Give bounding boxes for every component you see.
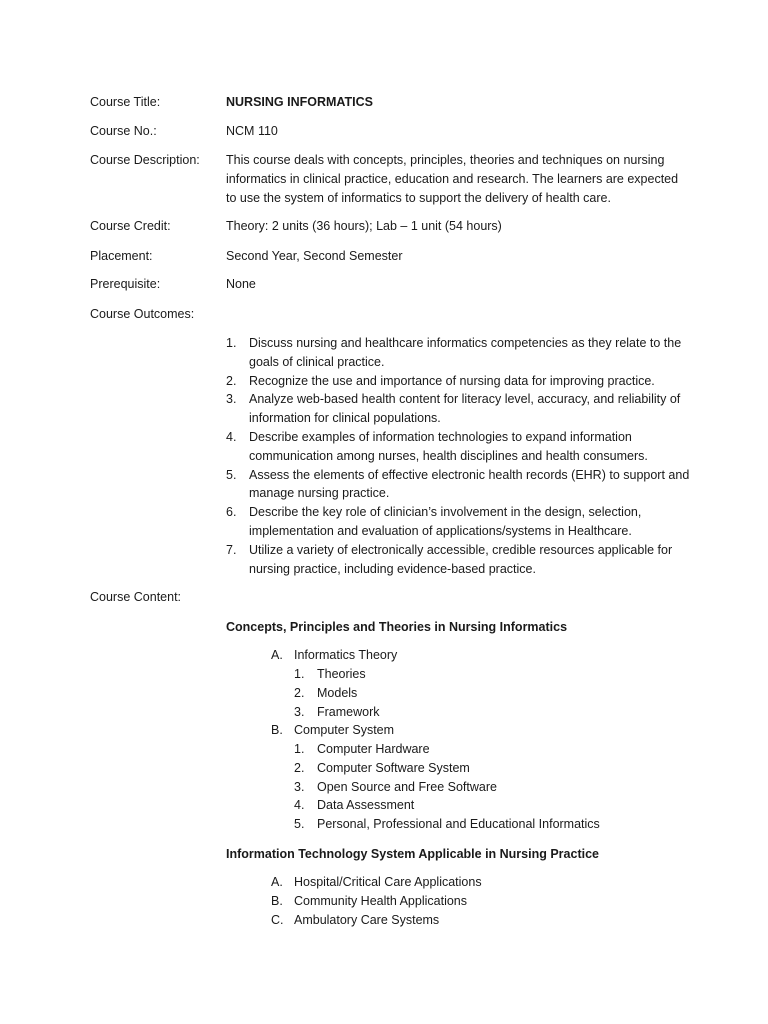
- course-content-row: [90, 588, 690, 607]
- outcome-item: [226, 372, 696, 391]
- item-text: Framework: [317, 704, 380, 719]
- item-text: Models: [317, 685, 358, 700]
- list-item: [271, 911, 691, 930]
- item-text: Data Assessment: [317, 798, 415, 813]
- prerequisite-value: None: [226, 277, 256, 291]
- course-no-label: Course No.:: [90, 124, 157, 138]
- course-no-value: NCM 110: [226, 124, 278, 138]
- section2-items: [271, 873, 691, 929]
- item-text: Computer Hardware: [317, 742, 430, 756]
- item-number: 1.: [294, 742, 305, 756]
- course-description-label: Course Description:: [90, 153, 200, 167]
- item-text: Ambulatory Care Systems: [294, 912, 440, 927]
- outcome-number: 1.: [226, 336, 237, 350]
- section-heading: Information Technology System Applicable in Nursing Practice: [226, 847, 599, 861]
- prerequisite-row: [90, 275, 690, 294]
- list-item: [294, 740, 694, 759]
- item-letter: A.: [271, 875, 283, 889]
- course-credit-row: [90, 217, 690, 236]
- subsection-letter: A.: [271, 648, 283, 662]
- item-number: 2.: [294, 685, 305, 700]
- outcome-number: 3.: [226, 392, 237, 407]
- outcome-text: Assess the elements of effective electronic health records (EHR) to support and manage nursing practice.: [249, 467, 690, 501]
- outcome-item: [226, 390, 696, 428]
- list-item: [294, 759, 694, 778]
- course-outcomes-row: [90, 305, 690, 324]
- course-title-row: [90, 93, 690, 112]
- item-text: Computer Software System: [317, 760, 470, 775]
- outcome-item: [226, 541, 696, 579]
- outcome-number: 4.: [226, 429, 237, 444]
- item-number: 3.: [294, 779, 305, 794]
- outcomes-list: [226, 334, 696, 578]
- item-number: 1.: [294, 667, 305, 681]
- item-text: Hospital/Critical Care Applications: [294, 875, 482, 889]
- outcome-item: [226, 466, 696, 504]
- outcome-text: Recognize the use and importance of nursing data for improving practice.: [249, 373, 655, 388]
- subsection-heading: [271, 721, 691, 740]
- course-content-label: Course Content:: [90, 590, 182, 604]
- outcome-text: Discuss nursing and healthcare informatics competencies as they relate to the goals of clinical practice.: [249, 336, 682, 369]
- prerequisite-label: Prerequisite:: [90, 277, 161, 291]
- placement-row: [90, 247, 690, 266]
- list-item: [294, 778, 694, 797]
- list-item: [294, 703, 694, 722]
- item-text: Community Health Applications: [294, 893, 467, 908]
- list-item: [294, 684, 694, 703]
- list-item: [271, 873, 691, 892]
- list-item: [294, 796, 694, 815]
- outcome-text: Analyze web-based health content for literacy level, accuracy, and reliability of information for clinical populations.: [249, 392, 681, 426]
- outcome-item: [226, 428, 696, 466]
- item-text: Personal, Professional and Educational Informatics: [317, 817, 600, 832]
- outcome-text: Utilize a variety of electronically accessible, credible resources applicable for nursing practice, including evidence-based practice.: [249, 542, 673, 576]
- subsection-a-items: [294, 665, 694, 721]
- course-title-label: Course Title:: [90, 95, 161, 109]
- placement-label: Placement:: [90, 249, 153, 263]
- item-text: Theories: [317, 667, 366, 681]
- item-number: 4.: [294, 798, 305, 813]
- item-text: Open Source and Free Software: [317, 779, 497, 794]
- outcome-number: 2.: [226, 373, 237, 388]
- outcome-number: 7.: [226, 542, 237, 557]
- subsection-label: Computer System: [294, 723, 395, 737]
- item-number: 3.: [294, 704, 305, 719]
- list-item: [294, 665, 694, 684]
- subsection-a: [271, 646, 691, 665]
- course-description-row: [90, 151, 690, 207]
- outcome-item: [226, 334, 696, 372]
- course-credit-label: Course Credit:: [90, 219, 171, 233]
- subsection-b-items: [294, 740, 694, 834]
- item-letter: B.: [271, 893, 283, 908]
- course-credit-value: Theory: 2 units (36 hours); Lab – 1 unit (54 hours): [226, 219, 502, 233]
- item-number: 2.: [294, 760, 305, 775]
- item-number: 5.: [294, 817, 305, 832]
- outcome-item: [226, 503, 696, 541]
- subsection-b: [271, 721, 691, 740]
- subsection-letter: B.: [271, 723, 283, 737]
- outcome-number: 6.: [226, 505, 237, 520]
- outcome-number: 5.: [226, 467, 237, 482]
- course-no-row: [90, 122, 690, 141]
- placement-value: Second Year, Second Semester: [226, 249, 403, 263]
- list-item: [294, 815, 694, 834]
- subsection-heading: [271, 646, 691, 665]
- list-item: [271, 892, 691, 911]
- course-description-value: This course deals with concepts, principles, theories and techniques on nursing informatics in clinical practice, education and research. The learners are expected to use the system of informatics to support the delivery of health care.: [226, 153, 679, 205]
- outcome-text: Describe examples of information technologies to expand information communication among nurses, health disciplines and health consumers.: [249, 429, 648, 463]
- item-letter: C.: [271, 912, 284, 927]
- course-outcomes-label: Course Outcomes:: [90, 307, 195, 321]
- course-title-value: NURSING INFORMATICS: [226, 95, 373, 109]
- subsection-label: Informatics Theory: [294, 648, 398, 662]
- section-heading: Concepts, Principles and Theories in Nursing Informatics: [226, 620, 568, 634]
- outcome-text: Describe the key role of clinician’s involvement in the design, selection, implementation and evaluation of applications/systems in Healthcare.: [249, 505, 642, 538]
